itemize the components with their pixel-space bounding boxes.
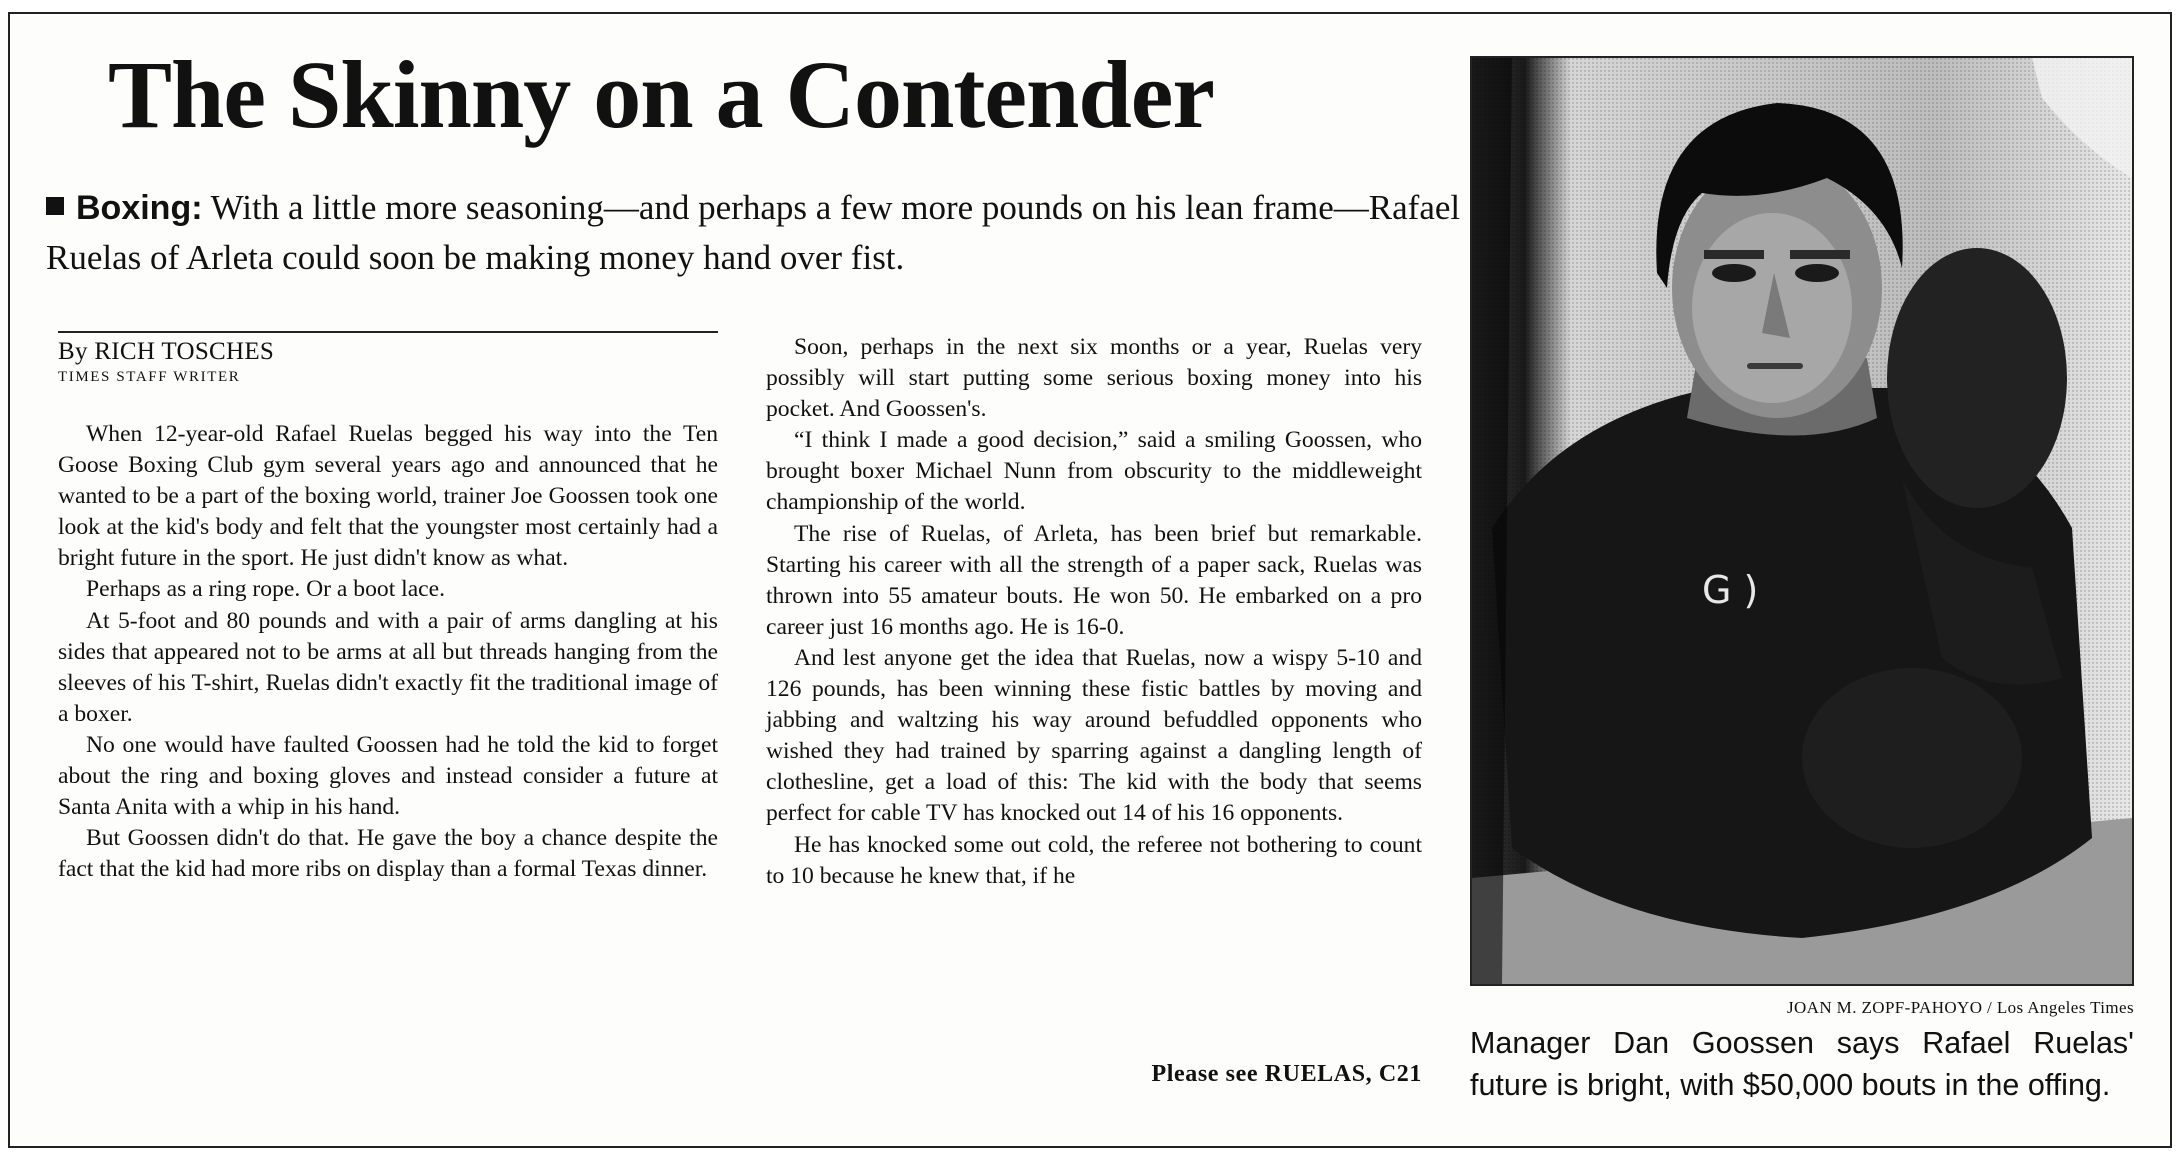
paragraph: Soon, perhaps in the next six months or a year, Ruelas very possibly will start putting some serious boxing money into his pocket. And Goossen's.	[766, 334, 1422, 423]
byline-title: TIMES STAFF WRITER	[58, 369, 241, 385]
paragraph: The rise of Ruelas, of Arleta, has been brief but remarkable. Starting his career with all the strength of a paper sack, Ruelas was thrown into 55 amateur bouts. He won 50. He embarked on a pro career just 16 months ago. He is 16-0.	[766, 520, 1422, 640]
paragraph: When 12-year-old Rafael Ruelas begged his way into the Ten Goose Boxing Club gym several years ago and announced that he wanted to be a part of the boxing world, trainer Joe Goossen took one look at the kid's body and felt that the youngster most certainly had a bright future in the sport. He just didn't know as what.	[58, 421, 718, 572]
paragraph: But Goossen didn't do that. He gave the boy a chance despite the fact that the kid had more ribs on display than a formal Texas dinner.	[58, 825, 718, 883]
deck-kicker: Boxing:	[76, 189, 203, 227]
boxer-photo	[1470, 56, 2134, 986]
paragraph: He has knocked some out cold, the referee not bothering to count to 10 because he knew that, if he	[766, 831, 1422, 889]
paragraph: “I think I made a good decision,” said a smiling Goossen, who brought boxer Michael Nunn from obscurity to the middleweight championship of the world.	[766, 427, 1422, 516]
boxer-portrait-illustration	[1472, 58, 2132, 984]
column-1	[58, 419, 718, 885]
photo-caption: Manager Dan Goossen says Rafael Ruelas' future is bright, with $50,000 bouts in the offing.	[1470, 1026, 2134, 1102]
paragraph: At 5-foot and 80 pounds and with a pair of arms dangling at his sides that appeared not to be arms at all but threads hanging from the sleeves of his T-shirt, Ruelas didn't exactly fit the traditional image of a boxer.	[58, 607, 718, 727]
deck	[46, 183, 1466, 282]
deck-text: With a little more seasoning—and perhaps a few more pounds on his lean frame—Rafael Ruelas of Arleta could soon be making money hand over fist.	[46, 188, 1461, 277]
paragraph: No one would have faulted Goossen had he told the kid to forget about the ring and boxing gloves and instead consider a future at Santa Anita with a whip in his hand.	[58, 731, 718, 821]
photo-credit: JOAN M. ZOPF-PAHOYO / Los Angeles Times	[1786, 998, 2134, 1017]
paragraph: And lest anyone get the idea that Ruelas, now a wispy 5-10 and 126 pounds, has been winning these fistic battles by moving and jabbing and waltzing his way around befuddled opponents who wished they had trained by sparring against a dangling length of clothesline, get a load of this: The kid with the body that seems perfect for cable TV has knocked out 14 of his 16 opponents.	[766, 644, 1422, 827]
continuation-line: Please see RUELAS, C21	[1151, 1061, 1422, 1087]
paragraph: Perhaps as a ring rope. Or a boot lace.	[86, 576, 446, 603]
column-2	[766, 332, 1422, 892]
byline: By RICH TOSCHES	[58, 338, 275, 365]
bullet-square-icon	[46, 197, 64, 215]
byline-rule	[58, 331, 718, 333]
headline: The Skinny on a Contender	[108, 41, 1214, 148]
shirt-lettering: G )	[1702, 568, 1759, 612]
